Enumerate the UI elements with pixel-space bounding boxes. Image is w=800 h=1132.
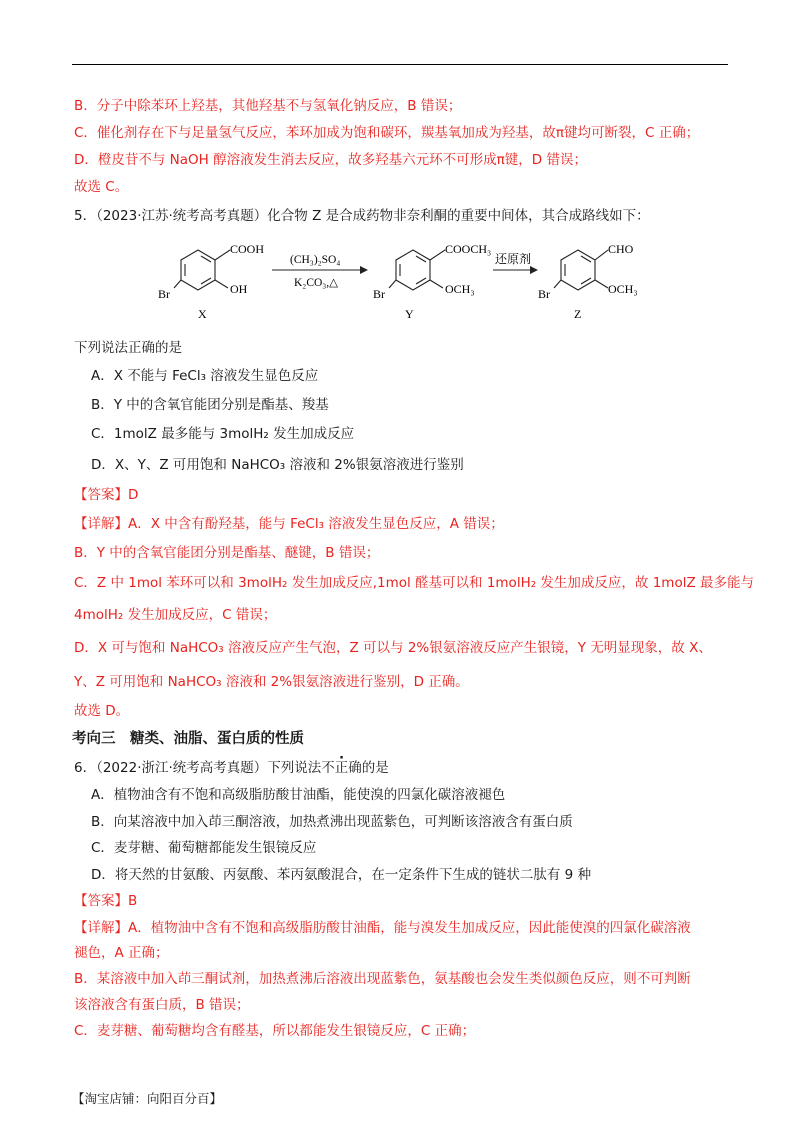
option-a: A．X 不能与 FeCl₃ 溶液发生显色反应 [91,368,319,384]
explanation-line: 【详解】A．植物油中含有不饱和高级脂肪酸甘油酯，能与溴发生加成反应，因此能使溴的四氯化碳溶液 [74,920,691,936]
explanation-line: C．Z 中 1mol 苯环可以和 3molH₂ 发生加成反应,1mol 醛基可以和 1molH₂ 发生加成反应，故 1molZ 最多能与 [74,575,755,591]
question-6-suffix: 的是 [361,760,389,776]
x-br-label: Br [158,287,170,301]
z-och3-label: OCH₃ [608,282,638,296]
conclusion-line: 故选 D。 [74,703,130,719]
synthesis-scheme [150,236,670,328]
z-cho-label: CHO [608,242,634,256]
condition-label: K₂CO₃,△ [294,277,339,289]
conclusion-line: 故选 C。 [74,179,129,195]
explanation-line: B．分子中除苯环上羟基，其他羟基不与氢氧化钠反应，B 错误； [74,98,462,114]
option-c: C．麦芽糖、葡萄糖都能发生银镜反应 [91,840,317,856]
y-br-label: Br [373,287,385,301]
explanation-line: 4molH₂ 发生加成反应，C 错误； [74,607,277,623]
question-6-prefix: 6．（2022·浙江·统考高考真题）下列说法 [74,760,322,776]
answer-label: 【答案】D [74,487,139,503]
explanation-line: D．X 可与饱和 NaHCO₃ 溶液反应产生气泡，Z 可以与 2%银氨溶液反应产生银镜，Y 无明显现象，故 X、 [74,640,712,656]
explanation-line: B．Y 中的含氧官能团分别是酯基、醚键，B 错误； [74,545,380,561]
explanation-line: D．橙皮苷不与 NaOH 醇溶液发生消去反应，故多羟基六元环不可形成π键，D 错误； [74,152,587,168]
footer-shop-label: 【淘宝店铺：向阳百分百】 [72,1091,223,1106]
y-och3-label: OCH₃ [445,282,475,296]
reducing-agent-label: 还原剂 [495,252,532,266]
header-rule [72,64,728,65]
explanation-line: C．麦芽糖、葡萄糖均含有醛基，所以都能发生银镜反应，C 正确； [74,1023,476,1039]
question-6-title [74,759,389,777]
section-heading: 考向三 糖类、油脂、蛋白质的性质 [72,731,304,747]
option-c: C．1molZ 最多能与 3molH₂ 发生加成反应 [91,426,355,442]
molecule-x [174,250,230,290]
question-stem: 下列说法正确的是 [74,340,182,356]
explanation-line: B．某溶液中加入茚三酮试剂，加热煮沸后溶液出现蓝紫色，氨基酸也会发生类似颜色反应，则不可判断 [74,971,691,987]
option-d: D．X、Y、Z 可用饱和 NaHCO₃ 溶液和 2%银氨溶液进行鉴别 [91,457,464,473]
question-5-title: 5．（2023·江苏·统考高考真题）化合物 Z 是合成药物非奈利酮的重要中间体，其合成路线如下： [74,208,650,224]
z-label: Z [574,307,582,321]
reagent-label: (CH₃)₂SO₄ [290,254,341,266]
option-d: D．将天然的甘氨酸、丙氨酸、苯丙氨酸混合，在一定条件下生成的链状二肽有 9 种 [91,867,592,883]
explanation-line: Y、Z 可用饱和 NaHCO₃ 溶液和 2%银氨溶液进行鉴别，D 正确。 [74,674,469,690]
option-a: A．植物油含有不饱和高级脂肪酸甘油酯，能使溴的四氯化碳溶液褪色 [91,787,506,803]
molecule-z [554,250,608,290]
option-b: B．向某溶液中加入茚三酮溶液，加热煮沸出现蓝紫色，可判断该溶液含有蛋白质 [91,814,573,830]
y-ester-label: COOCH₃ [445,242,492,256]
answer-label: 【答案】B [74,893,138,909]
explanation-line: 【详解】A．X 中含有酚羟基，能与 FeCl₃ 溶液发生显色反应，A 错误； [74,516,504,532]
z-br-label: Br [538,287,550,301]
x-label: X [198,307,207,321]
explanation-line: C．催化剂存在下与足量氢气反应，苯环加成为饱和碳环，羰基氧加成为羟基，故π键均可断裂，C 正确； [74,125,700,141]
molecule-y [389,250,445,290]
explanation-line: 褪色，A 正确； [74,945,169,961]
x-cooh-label: COOH [230,242,265,256]
explanation-line: 该溶液含有蛋白质，B 错误； [74,997,250,1013]
emphasis-text: 不正确 [321,760,362,776]
x-oh-label: OH [230,282,248,296]
y-label: Y [405,307,414,321]
option-b: B．Y 中的含氧官能团分别是酯基、羧基 [91,397,329,413]
